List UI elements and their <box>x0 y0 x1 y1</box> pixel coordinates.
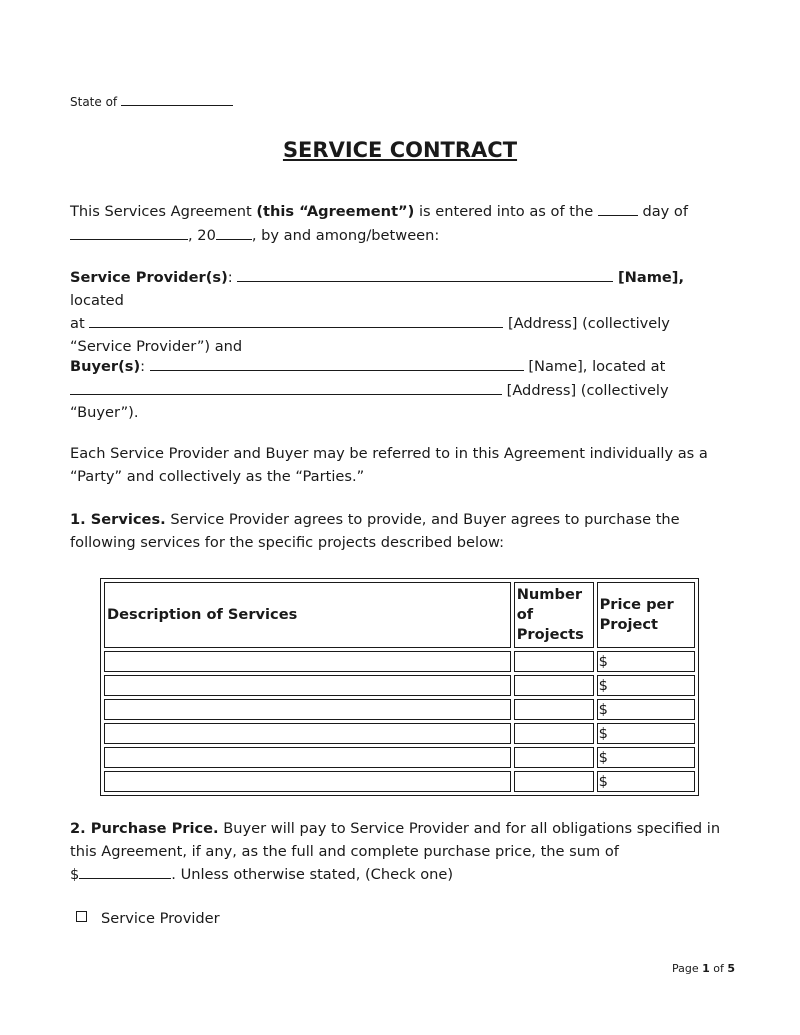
purchase-amount-blank[interactable] <box>79 863 171 879</box>
intro-text-4: , 20 <box>188 226 216 244</box>
buyer-collective: “Buyer”). <box>70 404 139 421</box>
buyer-name-blank[interactable] <box>150 355 524 371</box>
buyer-address-blank[interactable] <box>70 379 502 395</box>
table-row <box>104 771 695 792</box>
provider-name-blank[interactable] <box>237 266 613 282</box>
parties-paragraph: Each Service Provider and Buyer may be referred to in this Agreement individually as a “Party” and collectively as the “Parties.” <box>70 445 708 485</box>
intro-text-5: , by and among/between: <box>251 226 440 244</box>
number-of-projects-cell[interactable] <box>514 747 594 768</box>
intro-text-3: day of <box>637 203 688 220</box>
currency-symbol: $ <box>598 677 608 694</box>
page-word: Page <box>672 962 699 975</box>
year-blank[interactable] <box>216 224 252 240</box>
number-of-projects-cell[interactable] <box>514 771 594 792</box>
number-of-projects-cell[interactable] <box>514 699 594 720</box>
currency-symbol: $ <box>598 701 608 718</box>
document-title: SERVICE CONTRACT <box>282 138 518 162</box>
provider-name-label: [Name], <box>617 269 685 286</box>
of-word: of <box>713 962 724 975</box>
page-number: 1 <box>702 962 710 975</box>
table-row <box>104 723 695 744</box>
price-cell[interactable] <box>597 699 695 720</box>
intro-paragraph <box>70 200 732 247</box>
header-description: Description of Services <box>104 582 511 648</box>
currency-symbol: $ <box>598 749 608 766</box>
buyer-name-located: [Name], located at <box>523 358 666 375</box>
number-of-projects-cell[interactable] <box>514 651 594 672</box>
description-cell[interactable] <box>104 747 511 768</box>
number-of-projects-cell[interactable] <box>514 723 594 744</box>
service-provider-paragraph <box>70 266 732 358</box>
month-blank[interactable] <box>70 224 188 240</box>
provider-address-label: [Address] (collectively <box>503 315 670 332</box>
header-number-of-projects: Number of Projects <box>514 582 594 648</box>
services-paragraph <box>70 509 732 554</box>
currency-symbol: $ <box>598 773 608 790</box>
currency-symbol: $ <box>598 653 608 670</box>
price-cell[interactable] <box>597 675 695 696</box>
page-footer <box>672 962 735 976</box>
purchase-price-text: Buyer will pay to Service Provider and for all obligations specified in this Agreement, if any, as the full and complete purchase price, the sum of <box>70 820 721 860</box>
purchase-price-text-2: . Unless otherwise stated, (Check one) <box>171 866 454 883</box>
services-text: Service Provider agrees to provide, and Buyer agrees to purchase the following services for the specific projects described below: <box>70 511 680 551</box>
description-cell[interactable] <box>104 675 511 696</box>
state-blank[interactable] <box>121 94 233 106</box>
price-cell[interactable] <box>597 747 695 768</box>
option-service-provider-label: Service Provider <box>101 910 220 927</box>
description-cell[interactable] <box>104 699 511 720</box>
description-cell[interactable] <box>104 723 511 744</box>
purchase-dollar-sign: $ <box>70 866 80 883</box>
purchase-price-paragraph <box>70 818 732 887</box>
provider-collective: “Service Provider”) and <box>70 337 243 355</box>
buyer-colon: : <box>140 358 150 375</box>
provider-located: located <box>70 291 124 309</box>
description-cell[interactable] <box>104 651 511 672</box>
table-row <box>104 747 695 768</box>
buyer-paragraph <box>70 355 732 425</box>
table-row <box>104 699 695 720</box>
option-service-provider[interactable] <box>76 908 220 930</box>
price-cell[interactable] <box>597 771 695 792</box>
table-row <box>104 675 695 696</box>
day-blank[interactable] <box>598 200 638 216</box>
checkbox-icon[interactable] <box>76 911 87 922</box>
intro-text-1: This Services Agreement <box>70 203 257 220</box>
state-line <box>70 94 732 110</box>
provider-at: at <box>70 315 90 332</box>
buyer-address-label: [Address] (collectively <box>502 381 669 399</box>
provider-address-blank[interactable] <box>89 312 503 328</box>
services-table <box>100 578 699 796</box>
buyer-label: Buyer(s) <box>70 358 141 375</box>
purchase-price-heading: 2. Purchase Price. <box>70 820 219 837</box>
price-cell[interactable] <box>597 723 695 744</box>
total-pages: 5 <box>727 962 736 975</box>
description-cell[interactable] <box>104 771 511 792</box>
agreement-term: (this “Agreement”) <box>256 203 415 220</box>
services-table-header-row <box>104 582 695 648</box>
intro-text-2: is entered into as of the <box>414 203 598 220</box>
price-cell[interactable] <box>597 651 695 672</box>
header-price-per-project: Price per Project <box>597 582 695 648</box>
currency-symbol: $ <box>598 725 608 742</box>
state-label: State of <box>70 95 118 109</box>
services-heading: 1. Services. <box>70 511 166 528</box>
service-provider-label: Service Provider(s) <box>70 269 228 286</box>
provider-colon: : <box>227 269 238 286</box>
table-row <box>104 651 695 672</box>
number-of-projects-cell[interactable] <box>514 675 594 696</box>
